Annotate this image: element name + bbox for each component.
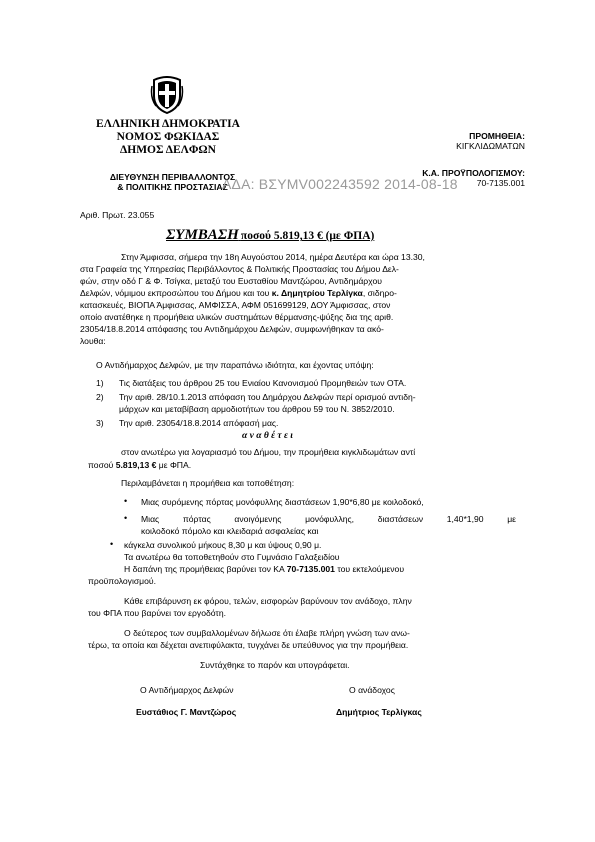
p6-pre: Η δαπάνη της προμήθειας βαρύνει τον ΚΑ — [124, 564, 287, 574]
letterhead — [88, 118, 248, 157]
signature-left-name: Ευστάθιος Γ. Μαντζώρος — [136, 707, 237, 717]
p6-line-1 — [124, 564, 404, 574]
bullet-2-line-2: κοιλοδοκό πόμολο και κλειδαριά ασφαλείας και — [141, 526, 319, 536]
bullet-2-line-1: Μιας πόρτας ανοιγόμενης μονόφυλλης, διαστάσεων 1,40*1,90 με — [141, 514, 516, 524]
budget-label: Κ.Α. ΠΡΟΫΠΟΛΟΓΙΣΜΟΥ: — [422, 168, 525, 178]
header-line-3: ΔΗΜΟΣ ΔΕΛΦΩΝ — [120, 144, 216, 156]
bullet-1-icon: • — [124, 496, 128, 506]
contract-title-amount: ποσού 5.819,13 € (με ΦΠΑ) — [240, 230, 375, 242]
p6-post: του εκτελούμενου — [334, 564, 405, 574]
greek-coat-of-arms-icon — [150, 76, 184, 114]
department-line-2: & ΠΟΛΙΤΙΚΗΣ ΠΡΟΣΤΑΣΙΑΣ — [117, 182, 228, 192]
bullet-2-icon: • — [124, 513, 128, 523]
p7-line-2: του ΦΠΑ που βαρύνει τον εργοδότη. — [88, 608, 226, 618]
p3-amount: 5.819,13 € — [115, 460, 157, 470]
p6-line-2: προϋπολογισμού. — [88, 576, 156, 586]
p1-line-4-end: , σιδηρο- — [362, 288, 397, 298]
ada-watermark: ΑΔΑ: ΒΣΥΜV002243592 2014-08-18 — [222, 176, 458, 192]
signature-right-role: Ο ανάδοχος — [349, 685, 395, 695]
p8-line-1: Ο δεύτερος των συμβαλλομένων δήλωσε ότι έλαβε πλήρη γνώση των ανω- — [124, 628, 410, 638]
p3-line-1: στον ανωτέρω για λογαριασμό του Δήμου, την προμήθεια κιγκλιδωμάτων αντί — [121, 447, 416, 457]
bullet-3-icon: • — [110, 539, 114, 549]
p1-line-4-text: Δελφών, νόμιμου εκπροσώπου του Δήμου και του — [80, 288, 270, 298]
header-line-2: ΝΟΜΟΣ ΦΩΚΙΔΑΣ — [116, 131, 220, 143]
assigns-heading: α ν α θ έ τ ε ι — [242, 431, 293, 441]
p1-line-3: φών, στην οδό Γ & Φ. Τσίγκα, μεταξύ του Ευσταθίου Μαντζώρου, Αντιδημάρχου — [80, 276, 382, 286]
list-item-2-line-1: Την αριθ. 28/10.1.2013 απόφαση του Δημάρχου Δελφών περί ορισμού αντιδη- — [119, 392, 416, 402]
p1-line-6: οποίο ανατέθηκε η προμήθεια υλικών συστημάτων θέρμανσης-ψύξης δια της αριθ. — [80, 312, 394, 322]
supply-value: ΚΙΓΚΛΙΔΩΜΑΤΩΝ — [456, 141, 525, 151]
bullet-1-text: Μιας συρόμενης πόρτας μονόφυλλης διαστάσεων 1,90*6,80 με κοιλοδοκό, — [141, 497, 424, 507]
p5: Τα ανωτέρω θα τοποθετηθούν στο Γυμνάσιο Γαλαξειδίου — [124, 552, 340, 562]
list-item-1: Τις διατάξεις του άρθρου 25 του Ενιαίου Κανονισμού Προμηθειών των ΟΤΑ. — [119, 378, 407, 388]
p3-line-2-pre: ποσού — [88, 460, 116, 470]
p1-line-1: Στην Άμφισσα, σήμερα την 18η Αυγούστου 2014, ημέρα Δευτέρα και ώρα 13.30, — [121, 252, 425, 262]
header-line-1: ΕΛΛΗΝΙΚΗ ΔΗΜΟΚΡΑΤΙΑ — [96, 118, 240, 130]
list-item-2-line-2: μάρχων και μεταβίβαση αρμοδιοτήτων του άρθρου 59 του Ν. 3852/2010. — [119, 404, 395, 414]
p3-line-2-post: με ΦΠΑ. — [156, 460, 192, 470]
p1-line-8: λουθα: — [80, 336, 106, 346]
p1-line-4 — [80, 288, 397, 298]
p1-line-5: κατασκευές, ΒΙΟΠΑ Άμφισσας, ΑΜΦΙΣΣΑ, ΑΦΜ 051699129, ΔΟΥ Άμφισσας, στον — [80, 300, 391, 310]
signature-left-role: Ο Αντιδήμαρχος Δελφών — [140, 685, 234, 695]
signature-right-name: Δημήτριος Τερλίγκας — [336, 707, 422, 717]
p6-account-code: 70-7135.001 — [286, 564, 335, 574]
contractor-name: κ. Δημητρίου Τερλίγκα — [271, 288, 363, 298]
p1-line-2: στα Γραφεία της Υπηρεσίας Περιβάλλοντος & Πολιτικής Προστασίας του Δήμου Δελ- — [80, 264, 399, 274]
p4: Περιλαμβάνεται η προμήθεια και τοποθέτηση: — [121, 478, 295, 488]
protocol-number: Αριθ. Πρωτ. 23.055 — [80, 210, 155, 220]
supply-label: ΠΡΟΜΗΘΕΙΑ: — [469, 131, 525, 141]
contract-title-main: ΣΥΜΒΑΣΗ — [166, 227, 239, 243]
bullet-3-text: κάγκελα συνολικού μήκους 8,30 μ και ύψους 0,90 μ. — [124, 540, 322, 550]
p2: Ο Αντιδήμαρχος Δελφών, με την παραπάνω ιδιότητα, και έχοντας υπόψη: — [96, 360, 374, 370]
p3-line-2 — [88, 460, 191, 470]
supply-block — [400, 131, 525, 151]
p1-line-7: 23054/18.8.2014 απόφασης του Αντιδημάρχου Δελφών, συμφωνήθηκαν τα ακό- — [80, 324, 384, 334]
p7-line-1: Κάθε επιβάρυνση εκ φόρου, τελών, εισφορών βαρύνουν τον ανάδοχο, πλην — [124, 596, 412, 606]
list-num-3: 3) — [96, 418, 104, 428]
list-item-3: Την αριθ. 23054/18.8.2014 απόφασή μας. — [119, 418, 279, 428]
p9: Συντάχθηκε το παρόν και υπογράφεται. — [200, 660, 350, 670]
list-num-2: 2) — [96, 392, 104, 402]
department-line-1: ΔΙΕΥΘΥΝΣΗ ΠΕΡΙΒΑΛΛΟΝΤΟΣ — [109, 172, 236, 182]
list-num-1: 1) — [96, 378, 104, 388]
p8-line-2: τέρω, τα οποία και δέχεται ανεπιφύλακτα, τυγχάνει δε υπεύθυνος για την προμήθεια. — [88, 640, 409, 650]
contract-title — [166, 227, 374, 244]
budget-value: 70-7135.001 — [476, 178, 525, 188]
